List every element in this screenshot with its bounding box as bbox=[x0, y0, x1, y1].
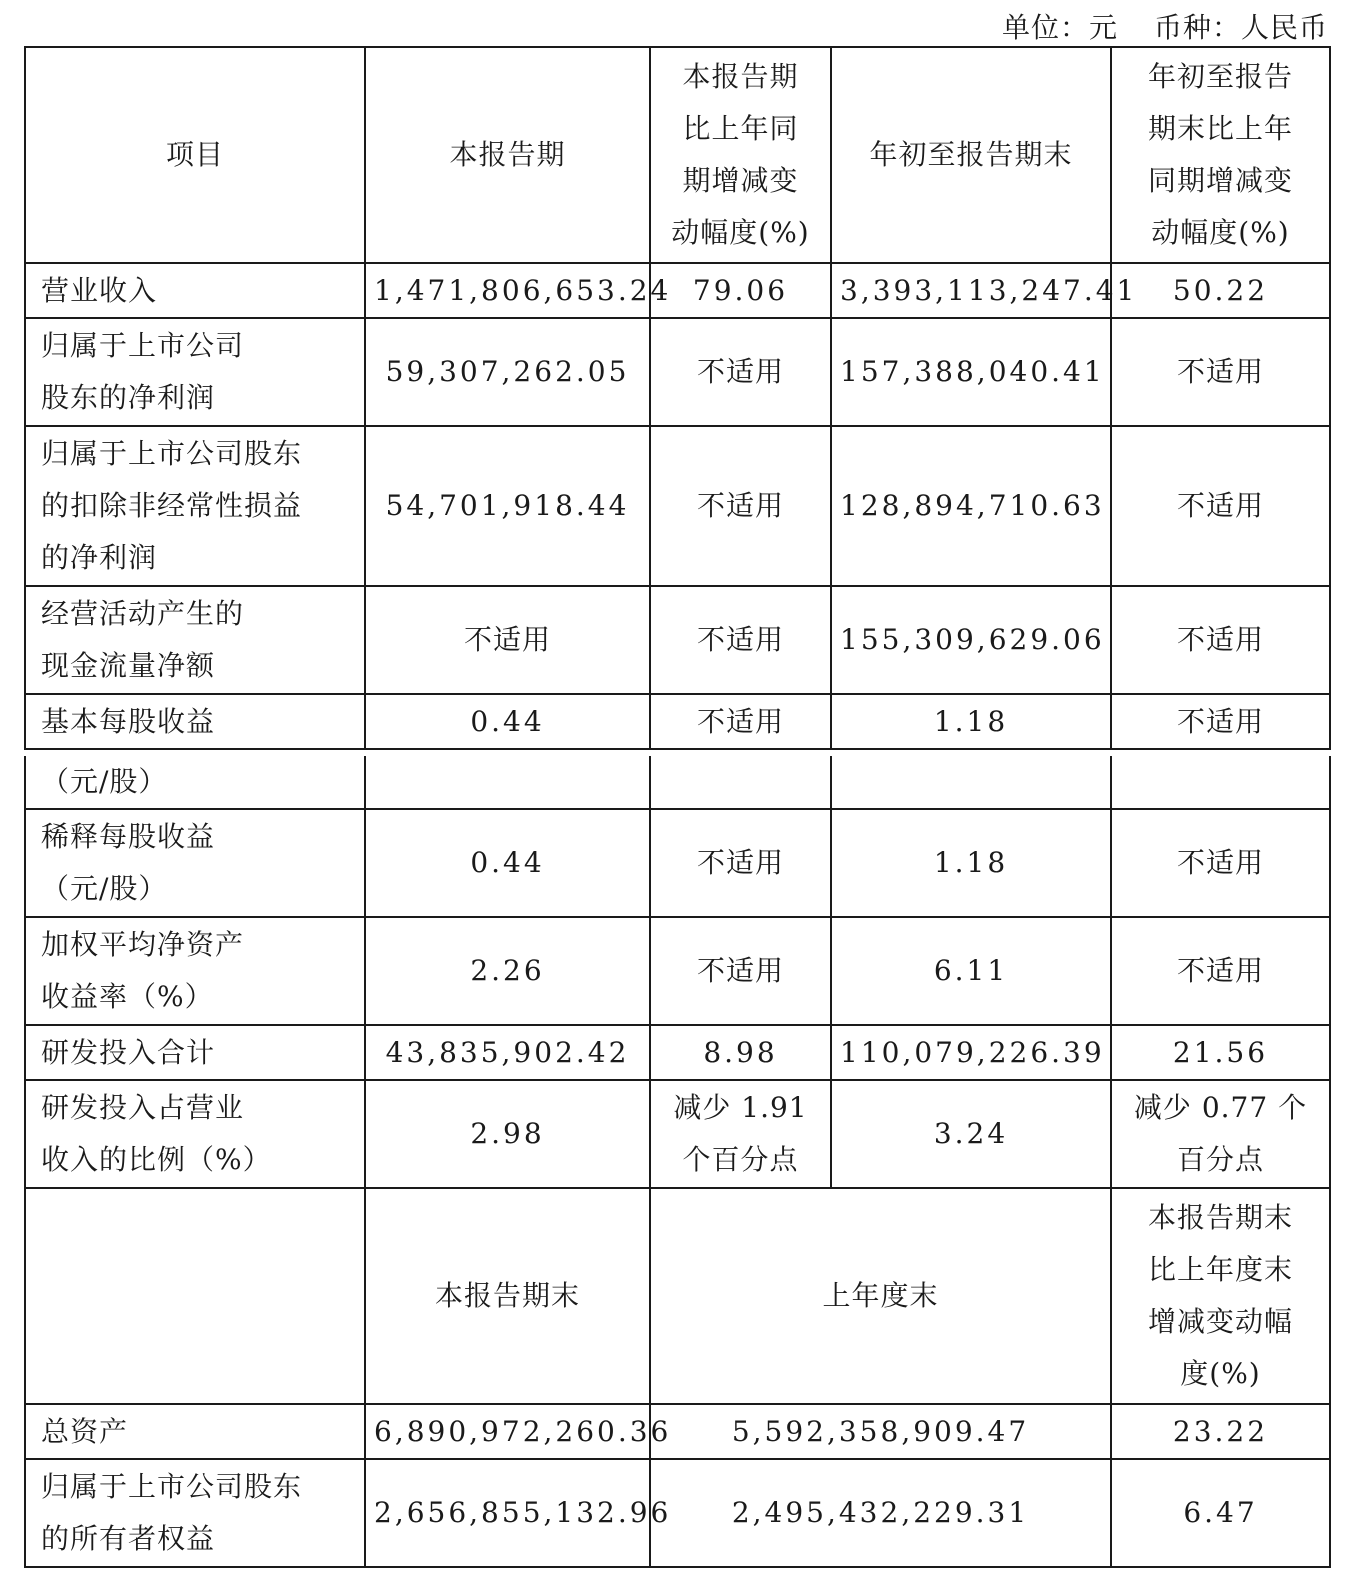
financial-table-part1 bbox=[24, 46, 1331, 750]
cell-ytd: 3,393,113,247.41 bbox=[831, 263, 1111, 318]
cell-ytd-change: 减少 0.77 个 百分点 bbox=[1111, 1080, 1330, 1188]
header-period-end: 本报告期末 bbox=[365, 1188, 650, 1404]
cell-ytd-change: 不适用 bbox=[1111, 318, 1330, 426]
cell-ytd-change: 50.22 bbox=[1111, 263, 1330, 318]
header-ytd-change: 年初至报告 期末比上年 同期增减变 动幅度(%) bbox=[1111, 47, 1330, 263]
cell-empty bbox=[650, 756, 831, 809]
cell-balance-change: 6.47 bbox=[1111, 1459, 1330, 1567]
unit-label: 单位：元 bbox=[1001, 11, 1118, 44]
row-label: 研发投入合计 bbox=[25, 1025, 365, 1080]
row-label: （元/股） bbox=[25, 756, 365, 809]
table-row bbox=[25, 1459, 1330, 1567]
cell-empty bbox=[831, 756, 1111, 809]
cell-ytd: 157,388,040.41 bbox=[831, 318, 1111, 426]
unit-currency-note bbox=[1002, 6, 1328, 46]
row-label: 研发投入占营业 收入的比例（%） bbox=[25, 1080, 365, 1188]
cell-current-change: 不适用 bbox=[650, 809, 831, 917]
cell-current: 2.98 bbox=[365, 1080, 650, 1188]
financial-table-part2 bbox=[24, 756, 1331, 1568]
cell-prior-year-end: 2,495,432,229.31 bbox=[650, 1459, 1111, 1567]
cell-ytd-change: 不适用 bbox=[1111, 586, 1330, 694]
cell-empty bbox=[365, 756, 650, 809]
header-current-change: 本报告期 比上年同 期增减变 动幅度(%) bbox=[650, 47, 831, 263]
cell-current-change: 不适用 bbox=[650, 318, 831, 426]
row-label: 基本每股收益 bbox=[25, 694, 365, 749]
table-row-continuation bbox=[25, 756, 1330, 809]
header-prior-year-end: 上年度末 bbox=[650, 1188, 1111, 1404]
cell-ytd-change: 不适用 bbox=[1111, 809, 1330, 917]
balance-header-row bbox=[25, 1188, 1330, 1404]
cell-current-change: 79.06 bbox=[650, 263, 831, 318]
currency-label: 币种：人民币 bbox=[1153, 11, 1328, 44]
cell-ytd: 6.11 bbox=[831, 917, 1111, 1025]
cell-ytd-change: 不适用 bbox=[1111, 694, 1330, 749]
cell-current: 0.44 bbox=[365, 809, 650, 917]
table-row bbox=[25, 263, 1330, 318]
cell-current: 54,701,918.44 bbox=[365, 426, 650, 586]
table-row bbox=[25, 1080, 1330, 1188]
row-label: 归属于上市公司 股东的净利润 bbox=[25, 318, 365, 426]
header-item: 项目 bbox=[25, 47, 365, 263]
cell-current-change: 8.98 bbox=[650, 1025, 831, 1080]
table-row bbox=[25, 809, 1330, 917]
cell-ytd: 1.18 bbox=[831, 694, 1111, 749]
table-row bbox=[25, 318, 1330, 426]
table-row bbox=[25, 917, 1330, 1025]
cell-ytd: 3.24 bbox=[831, 1080, 1111, 1188]
cell-balance-change: 23.22 bbox=[1111, 1404, 1330, 1459]
header-ytd: 年初至报告期末 bbox=[831, 47, 1111, 263]
cell-current: 59,307,262.05 bbox=[365, 318, 650, 426]
cell-ytd-change: 21.56 bbox=[1111, 1025, 1330, 1080]
table-row bbox=[25, 1025, 1330, 1080]
row-label: 总资产 bbox=[25, 1404, 365, 1459]
cell-ytd: 1.18 bbox=[831, 809, 1111, 917]
cell-current: 43,835,902.42 bbox=[365, 1025, 650, 1080]
cell-ytd-change: 不适用 bbox=[1111, 426, 1330, 586]
row-label: 加权平均净资产 收益率（%） bbox=[25, 917, 365, 1025]
cell-ytd-change: 不适用 bbox=[1111, 917, 1330, 1025]
cell-current-change: 不适用 bbox=[650, 586, 831, 694]
cell-current-change: 不适用 bbox=[650, 917, 831, 1025]
cell-ytd: 110,079,226.39 bbox=[831, 1025, 1111, 1080]
table-row bbox=[25, 586, 1330, 694]
cell-ytd: 128,894,710.63 bbox=[831, 426, 1111, 586]
table-row bbox=[25, 426, 1330, 586]
cell-empty bbox=[1111, 756, 1330, 809]
cell-prior-year-end: 5,592,358,909.47 bbox=[650, 1404, 1111, 1459]
cell-period-end: 2,656,855,132.96 bbox=[365, 1459, 650, 1567]
header-balance-change: 本报告期末 比上年度末 增减变动幅 度(%) bbox=[1111, 1188, 1330, 1404]
cell-current: 不适用 bbox=[365, 586, 650, 694]
cell-current: 0.44 bbox=[365, 694, 650, 749]
header-row bbox=[25, 47, 1330, 263]
table-row bbox=[25, 1404, 1330, 1459]
balance-header-empty bbox=[25, 1188, 365, 1404]
row-label: 经营活动产生的 现金流量净额 bbox=[25, 586, 365, 694]
header-current-period: 本报告期 bbox=[365, 47, 650, 263]
cell-current: 2.26 bbox=[365, 917, 650, 1025]
cell-current-change: 不适用 bbox=[650, 694, 831, 749]
cell-current-change: 减少 1.91 个百分点 bbox=[650, 1080, 831, 1188]
table-row bbox=[25, 694, 1330, 749]
cell-current: 1,471,806,653.24 bbox=[365, 263, 650, 318]
row-label: 归属于上市公司股东 的扣除非经常性损益 的净利润 bbox=[25, 426, 365, 586]
cell-ytd: 155,309,629.06 bbox=[831, 586, 1111, 694]
row-label: 稀释每股收益 （元/股） bbox=[25, 809, 365, 917]
row-label: 营业收入 bbox=[25, 263, 365, 318]
cell-current-change: 不适用 bbox=[650, 426, 831, 586]
cell-period-end: 6,890,972,260.36 bbox=[365, 1404, 650, 1459]
row-label: 归属于上市公司股东 的所有者权益 bbox=[25, 1459, 365, 1567]
